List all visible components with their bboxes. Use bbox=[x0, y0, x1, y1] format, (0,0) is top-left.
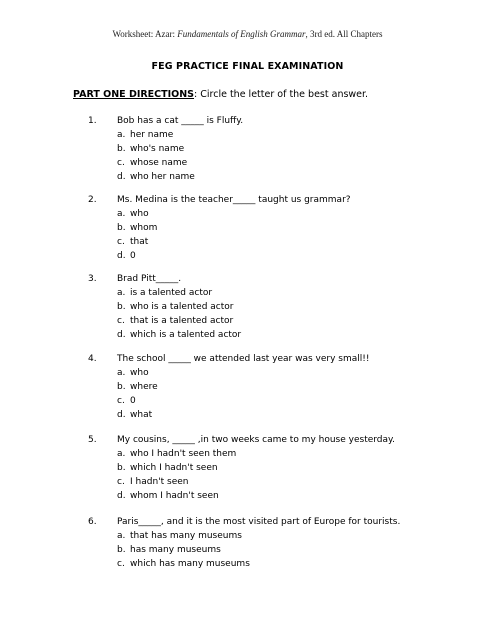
choice-d[interactable] bbox=[117, 330, 241, 344]
choice-d[interactable] bbox=[117, 251, 136, 265]
choice-text: whom I hadn't seen bbox=[130, 491, 219, 501]
choice-text: where bbox=[130, 382, 158, 392]
choice-text: that has many museums bbox=[130, 531, 242, 541]
choice-text: who I hadn't seen them bbox=[130, 449, 237, 459]
choice-letter: a. bbox=[117, 531, 126, 541]
page-header bbox=[0, 29, 495, 39]
choice-letter: a. bbox=[117, 209, 126, 219]
choice-c[interactable] bbox=[117, 477, 188, 491]
choice-b[interactable] bbox=[117, 545, 221, 559]
choice-letter: d. bbox=[117, 491, 126, 501]
choice-text: her name bbox=[130, 130, 174, 140]
choice-c[interactable] bbox=[117, 559, 250, 573]
choice-text: that is a talented actor bbox=[130, 316, 234, 326]
question-number: 5. bbox=[88, 435, 97, 445]
choice-c[interactable] bbox=[117, 158, 187, 172]
choice-b[interactable] bbox=[117, 223, 157, 237]
choice-text: which is a talented actor bbox=[130, 330, 242, 340]
question-number: 1. bbox=[88, 116, 97, 126]
choice-c[interactable] bbox=[117, 396, 136, 410]
choice-text: is a talented actor bbox=[130, 288, 213, 298]
choice-letter: b. bbox=[117, 302, 126, 312]
choice-text: what bbox=[130, 410, 153, 420]
question-number: 2. bbox=[88, 195, 97, 205]
choice-a[interactable] bbox=[117, 531, 242, 545]
choice-text: who her name bbox=[130, 172, 195, 182]
choice-letter: a. bbox=[117, 130, 126, 140]
choice-c[interactable] bbox=[117, 237, 148, 251]
choice-a[interactable] bbox=[117, 288, 212, 302]
question-text: Brad Pitt_____. bbox=[117, 274, 182, 284]
choice-letter: d. bbox=[117, 172, 126, 182]
choice-text: whose name bbox=[130, 158, 188, 168]
choice-letter: c. bbox=[117, 158, 125, 168]
directions-label: PART ONE DIRECTIONS bbox=[73, 89, 195, 100]
choice-letter: d. bbox=[117, 410, 126, 420]
choice-text: I hadn't seen bbox=[130, 477, 189, 487]
choice-d[interactable] bbox=[117, 410, 152, 424]
choice-b[interactable] bbox=[117, 144, 184, 158]
question-number: 6. bbox=[88, 517, 97, 527]
choice-text: which I hadn't seen bbox=[130, 463, 218, 473]
choice-text: who's name bbox=[130, 144, 185, 154]
choice-text: who is a talented actor bbox=[130, 302, 234, 312]
choice-b[interactable] bbox=[117, 302, 233, 316]
part-one-directions bbox=[73, 89, 368, 100]
question-text: Paris_____, and it is the most visited part of Europe for tourists. bbox=[117, 517, 401, 527]
question-number: 4. bbox=[88, 354, 97, 364]
choice-a[interactable] bbox=[117, 449, 236, 463]
choice-letter: a. bbox=[117, 449, 126, 459]
choice-text: 0 bbox=[130, 396, 136, 406]
choice-letter: c. bbox=[117, 396, 125, 406]
choice-a[interactable] bbox=[117, 130, 173, 144]
choice-letter: c. bbox=[117, 237, 125, 247]
choice-letter: b. bbox=[117, 545, 126, 555]
choice-letter: a. bbox=[117, 288, 126, 298]
header-suffix: , 3rd ed. All Chapters bbox=[305, 29, 383, 39]
choice-text: 0 bbox=[130, 251, 136, 261]
choice-text: that bbox=[130, 237, 149, 247]
choice-d[interactable] bbox=[117, 172, 195, 186]
choice-b[interactable] bbox=[117, 382, 158, 396]
choice-text: who bbox=[130, 209, 149, 219]
question-number: 3. bbox=[88, 274, 97, 284]
choice-letter: c. bbox=[117, 316, 125, 326]
choice-text: which has many museums bbox=[130, 559, 250, 569]
header-book-title: Fundamentals of English Grammar bbox=[177, 29, 306, 39]
choice-letter: d. bbox=[117, 330, 126, 340]
choice-d[interactable] bbox=[117, 491, 219, 505]
header-prefix: Worksheet: Azar: bbox=[112, 29, 178, 39]
directions-text: : Circle the letter of the best answer. bbox=[194, 89, 369, 100]
question-text: The school _____ we attended last year was very small!! bbox=[117, 354, 370, 364]
choice-letter: c. bbox=[117, 477, 125, 487]
choice-b[interactable] bbox=[117, 463, 218, 477]
question-text: Ms. Medina is the teacher_____ taught us grammar? bbox=[117, 195, 351, 205]
choice-letter: a. bbox=[117, 368, 126, 378]
choice-letter: b. bbox=[117, 382, 126, 392]
question-text: Bob has a cat _____ is Fluffy. bbox=[117, 116, 244, 126]
question-text: My cousins, _____ ,in two weeks came to my house yesterday. bbox=[117, 435, 395, 445]
exam-title: FEG PRACTICE FINAL EXAMINATION bbox=[151, 61, 344, 72]
choice-letter: b. bbox=[117, 463, 126, 473]
choice-letter: b. bbox=[117, 223, 126, 233]
choice-letter: c. bbox=[117, 559, 125, 569]
choice-text: whom bbox=[130, 223, 158, 233]
choice-letter: d. bbox=[117, 251, 126, 261]
choice-c[interactable] bbox=[117, 316, 233, 330]
choice-a[interactable] bbox=[117, 368, 149, 382]
choice-text: has many museums bbox=[130, 545, 221, 555]
choice-text: who bbox=[130, 368, 149, 378]
choice-a[interactable] bbox=[117, 209, 149, 223]
choice-letter: b. bbox=[117, 144, 126, 154]
